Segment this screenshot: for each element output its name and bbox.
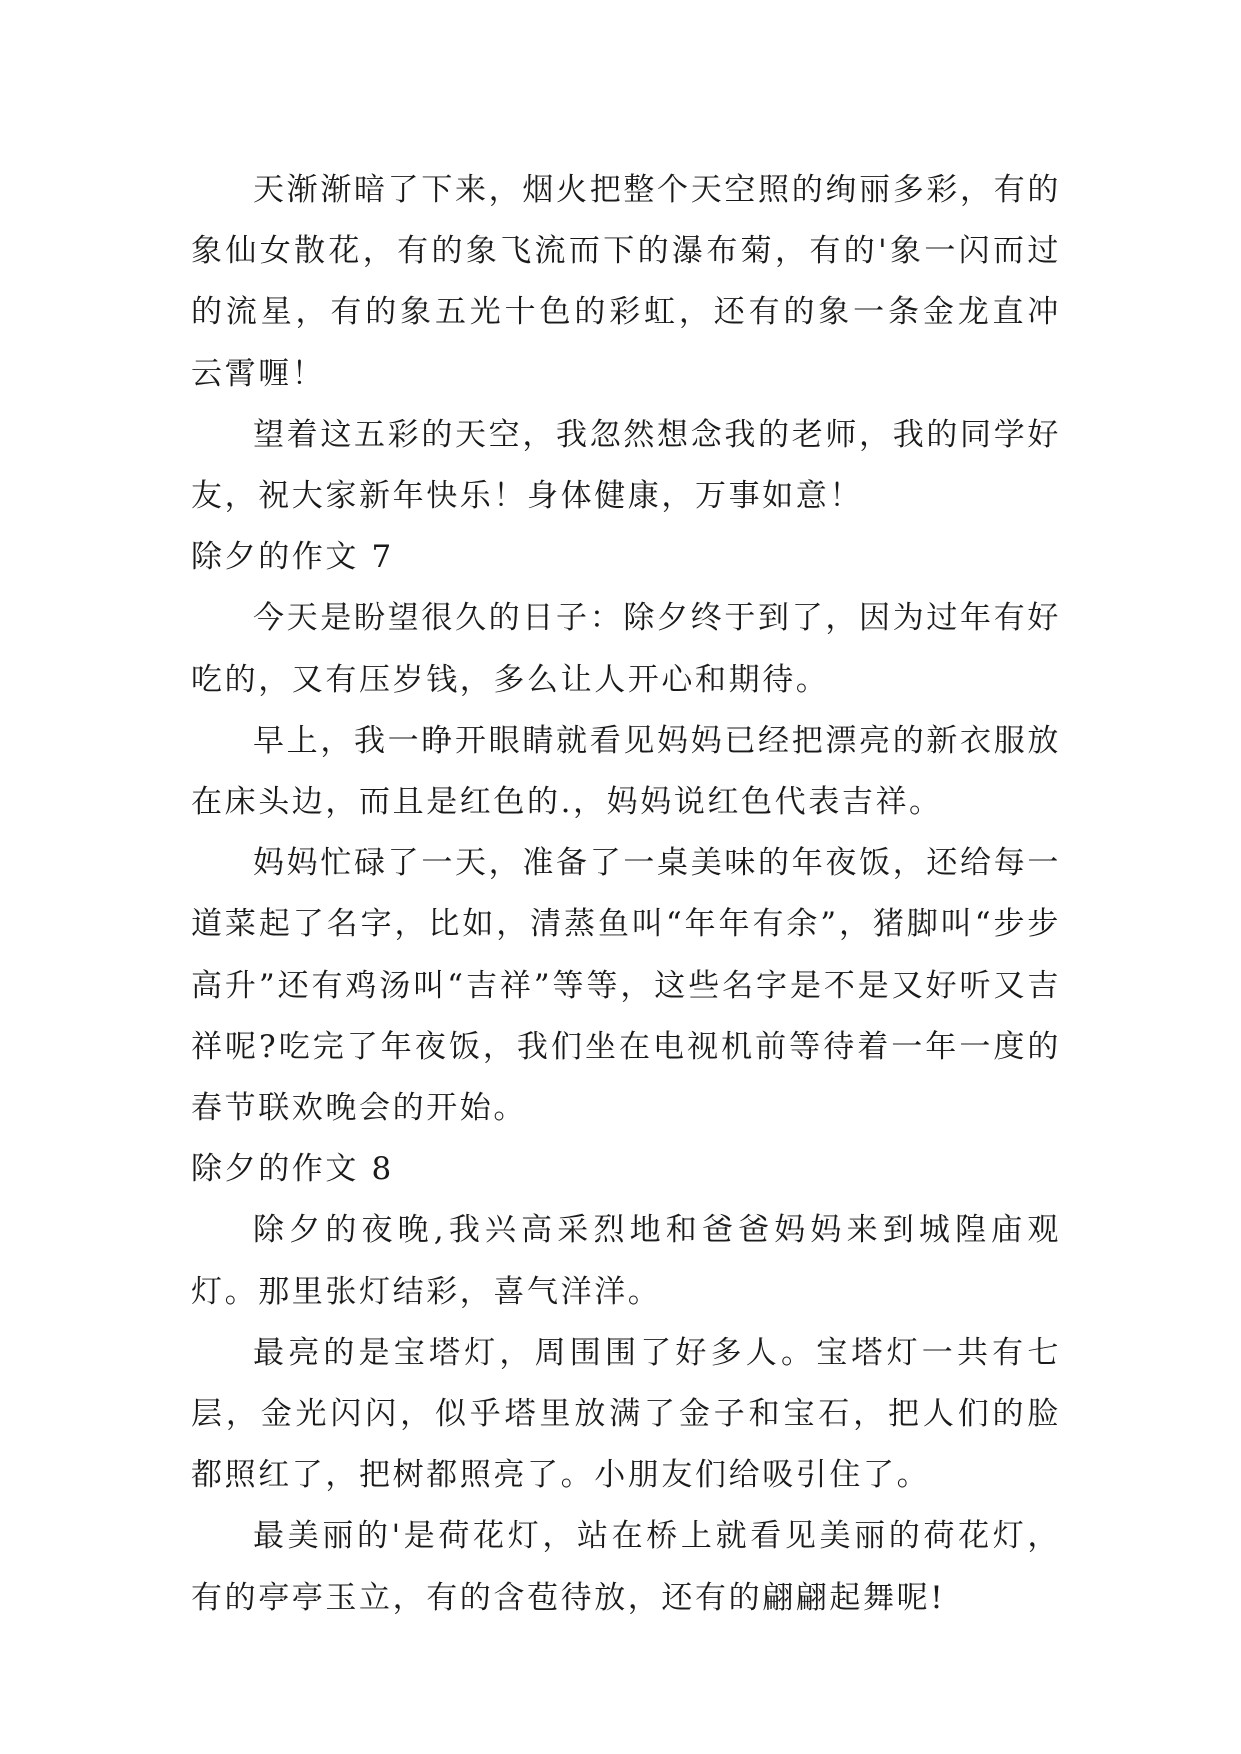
section-heading: 除夕的作文 7 [191, 539, 394, 576]
paragraph: 望着这五彩的天空，我忽然想念我的老师，我的同学好友，祝大家新年快乐！身体健康，万事如意！ [191, 416, 1061, 515]
paragraph: 最美丽的'是荷花灯，站在桥上就看见美丽的荷花灯，有的亭亭玉立，有的含苞待放，还有的翩翩起舞呢! [191, 1518, 1061, 1616]
paragraph: 天渐渐暗了下来，烟火把整个天空照的绚丽多彩，有的象仙女散花，有的象飞流而下的瀑布菊，有的'象一闪而过的流星，有的象五光十色的彩虹，还有的象一条金龙直冲云霄喱！ [191, 172, 1061, 392]
paragraph: 最亮的是宝塔灯，周围围了好多人。宝塔灯一共有七层，金光闪闪，似乎塔里放满了金子和宝石，把人们的脸都照红了，把树都照亮了。小朋友们给吸引住了。 [191, 1334, 1061, 1494]
paragraph: 早上，我一睁开眼睛就看见妈妈已经把漂亮的新衣服放在床头边，而且是红色的.，妈妈说红色代表吉祥。 [191, 722, 1061, 821]
section-heading: 除夕的作文 8 [191, 1151, 394, 1188]
document-page [191, 160, 1061, 1629]
paragraph: 除夕的夜晚,我兴高采烈地和爸爸妈妈来到城隍庙观灯。那里张灯结彩，喜气洋洋。 [191, 1212, 1061, 1310]
paragraph: 妈妈忙碌了一天，准备了一桌美味的年夜饭，还给每一道菜起了名字，比如，清蒸鱼叫“年年有余”，猪脚叫“步步高升”还有鸡汤叫“吉祥”等等，这些名字是不是又好听又吉祥呢?吃完了年夜饭，我们坐在电视机前等待着一年一度的春节联欢晚会的开始。 [191, 845, 1061, 1127]
paragraph: 今天是盼望很久的日子：除夕终于到了，因为过年有好吃的，又有压岁钱，多么让人开心和期待。 [191, 600, 1061, 698]
